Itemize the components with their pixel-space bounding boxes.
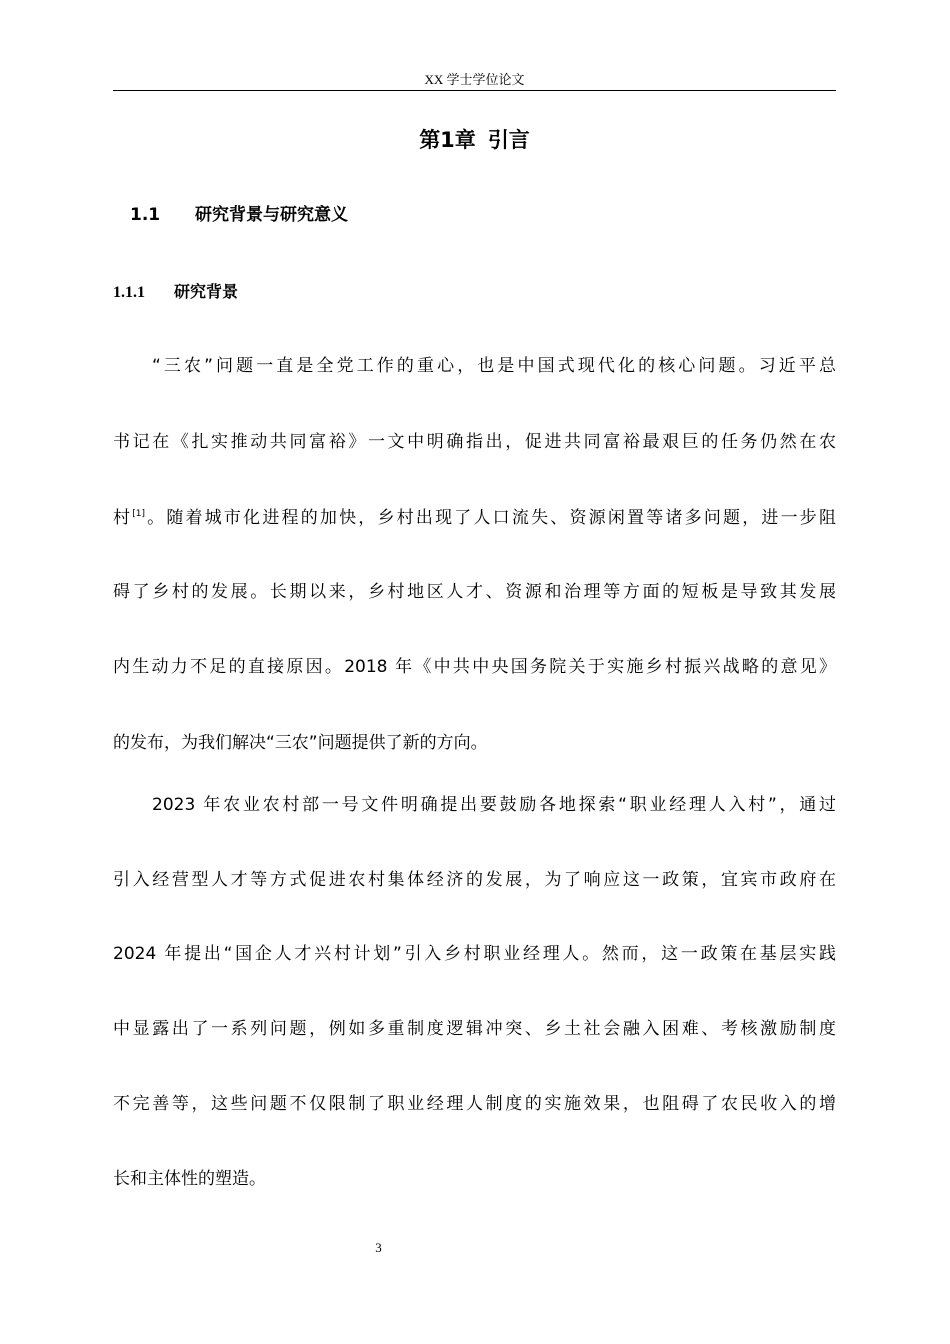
paragraph-2-line-6: 长和主体性的塑造。 xyxy=(113,1169,266,1189)
header-rule xyxy=(113,90,836,91)
paragraph-2-line-5: 不完善等，这些问题不仅限制了职业经理人制度的实施效果，也阻碍了农民收入的增 xyxy=(113,1094,836,1114)
chapter-name: 引言 xyxy=(487,128,530,152)
section-number: 1.1 xyxy=(130,205,161,225)
paragraph-2-line-4: 中显露出了一系列问题，例如多重制度逻辑冲突、乡土社会融入困难、考核激励制度 xyxy=(113,1019,836,1039)
paragraph-2-line-2: 引入经营型人才等方式促进农村集体经济的发展，为了响应这一政策，宜宾市政府在 xyxy=(113,870,836,890)
paragraph-1-line-2: 书记在《扎实推动共同富裕》一文中明确指出，促进共同富裕最艰巨的任务仍然在农 xyxy=(113,432,836,452)
subsection-title: 研究背景 xyxy=(174,282,239,301)
chapter-number: 第1章 xyxy=(419,128,476,152)
subsection-number: 1.1.1 xyxy=(113,284,145,301)
paragraph-1-line-4: 碍了乡村的发展。长期以来，乡村地区人才、资源和治理等方面的短板是导致其发展 xyxy=(113,582,836,602)
text-fragment: 。随着城市化进程的加快，乡村出现了人口流失、资源闲置等诸多问题，进一步阻 xyxy=(144,508,837,528)
paragraph-1-line-5: 内生动力不足的直接原因。2018 年《中共中央国务院关于实施乡村振兴战略的意见》 xyxy=(113,657,836,677)
paragraph-1-line-6: 的发布，为我们解决“三农”问题提供了新的方向。 xyxy=(113,733,488,753)
section-title: 研究背景与研究意义 xyxy=(195,205,348,225)
section-heading xyxy=(130,201,348,229)
chapter-title xyxy=(113,124,836,156)
text-fragment: 村 xyxy=(113,508,133,528)
paragraph-2-line-1: 2023 年农业农村部一号文件明确提出要鼓励各地探索“职业经理人入村”，通过 xyxy=(152,795,836,815)
page-number: 3 xyxy=(375,1240,382,1255)
citation-reference[interactable]: [1] xyxy=(132,509,145,519)
paragraph-1-line-3 xyxy=(113,504,836,532)
paragraph-2-line-3: 2024 年提出“国企人才兴村计划”引入乡村职业经理人。然而，这一政策在基层实践 xyxy=(113,944,836,964)
subsection-heading xyxy=(113,278,238,307)
paragraph-1-line-1: “三农”问题一直是全党工作的重心，也是中国式现代化的核心问题。习近平总 xyxy=(152,356,836,376)
running-header: XX 学士学位论文 xyxy=(424,72,525,87)
